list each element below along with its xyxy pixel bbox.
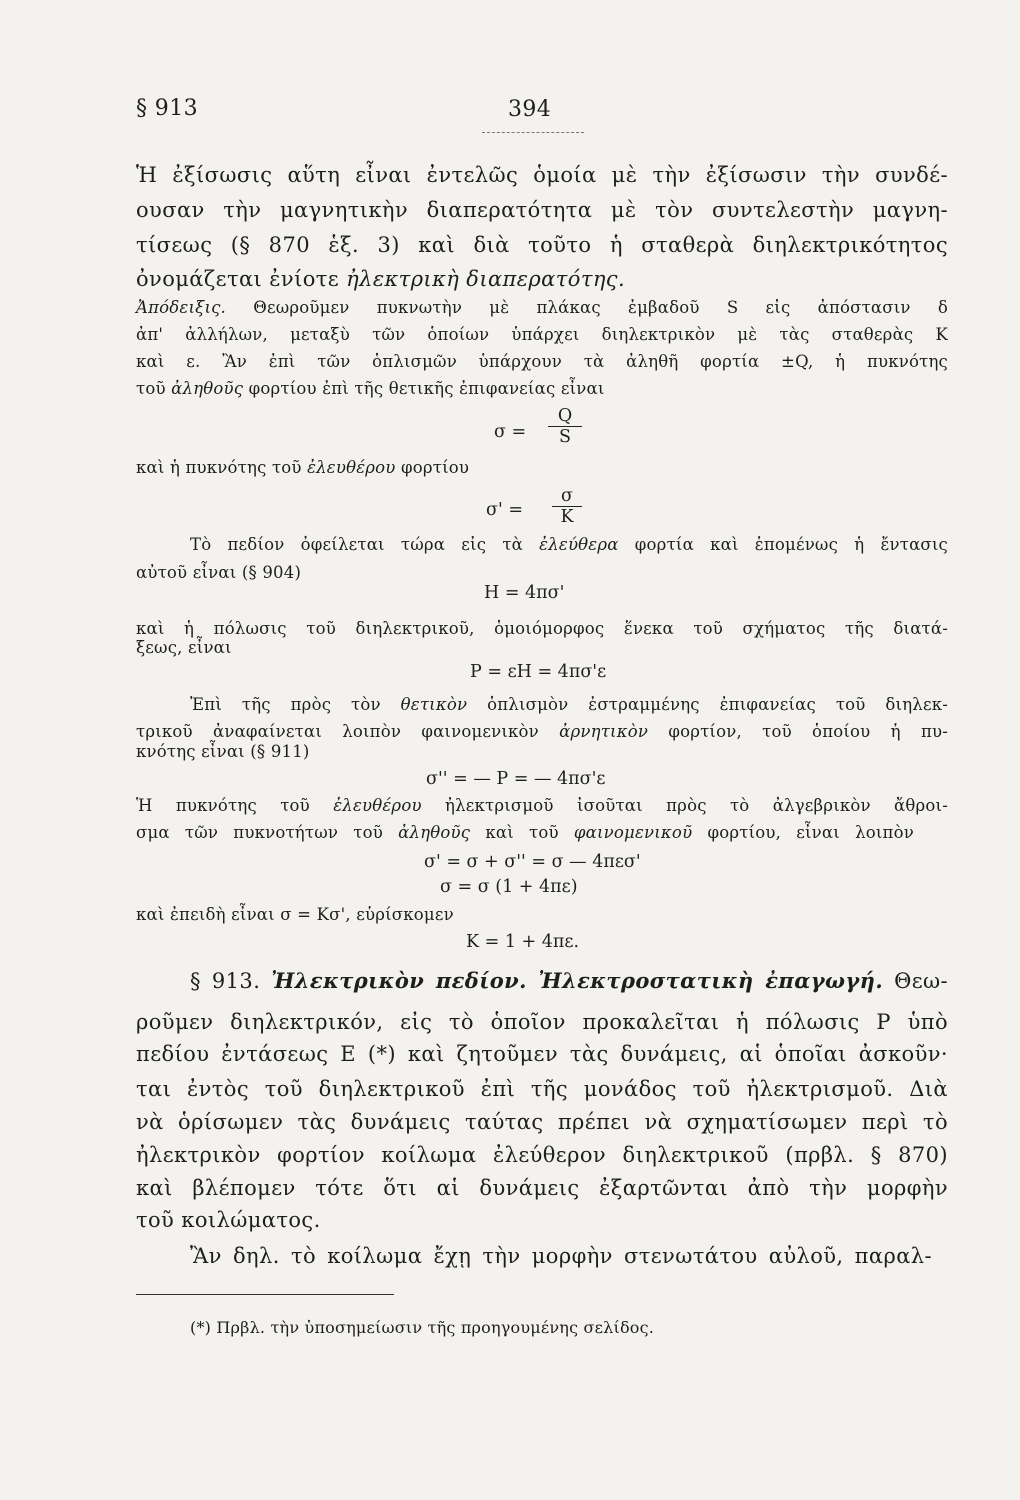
section-line-4: ται ἐντὸς τοῦ διηλεκτρικοῦ ἐπὶ τῆς μονάδος τοῦ ἠλεκτρισμοῦ. Διὰ [136,1077,948,1101]
eq1-numerator: Q [557,406,573,426]
section-line-7: καὶ βλέπομεν τότε ὅτι αἱ δυνάμεις ἐξαρτῶνται ἀπὸ τὴν μορφὴν [136,1176,948,1200]
polar-line-1: καὶ ἡ πόλωσις τοῦ διηλεκτρικοῦ, ὁμοιόμορφος ἕνεκα τοῦ σχήματος τῆς διατά- [136,619,948,638]
eq3: Η = 4πσ' [484,583,565,603]
proof-line-3: καὶ ε. Ἂν ἐπὶ τῶν ὁπλισμῶν ὑπάρχουν τὰ ἀληθῆ φορτία ±Q, ἡ πυκνότης [136,352,948,371]
eq4: Ρ = εΗ = 4πσ'ε [470,662,607,682]
para1-line-4: ὀνομάζεται ἐνίοτε ἠλεκτρικὴ διαπερατότης. [136,267,626,291]
section-number: § 913. [190,969,261,993]
field-line-1: Τὸ πεδίον ὀφείλεται τώρα εἰς τὰ ἐλεύθερα φορτία καὶ ἑπομένως ἡ ἔντασις [190,535,948,554]
para1-line-2: ουσαν τὴν μαγνητικὴν διαπερατότητα μὲ τὸν συντελεστὴν μαγνη- [136,198,948,222]
pos-line-2: τρικοῦ ἀναφαίνεται λοιπὸν φαινομενικὸν ἀρνητικὸν φορτίον, τοῦ ὁποίου ἡ πυ- [136,722,948,741]
eq7: σ = σ (1 + 4πε) [440,877,578,897]
proof-line-4: τοῦ ἀληθοῦς φορτίου ἐπὶ τῆς θετικῆς ἐπιφανείας εἶναι [136,379,605,398]
eq2-lhs: σ' = [486,500,523,520]
section-line-3: πεδίου ἐντάσεως Ε (*) καὶ ζητοῦμεν τὰς δυνάμεις, αἱ ὁποῖαι ἀσκοῦν· [136,1042,948,1066]
eq1-denominator: S [548,426,582,447]
section-heading-line: § 913. Ἠλεκτρικὸν πεδίον. Ἠλεκτροστατικὴ ἐπαγωγή. Θεω- [190,968,948,993]
density-line-1: Ἡ πυκνότης τοῦ ἐλευθέρου ἠλεκτρισμοῦ ἰσοῦται πρὸς τὸ ἀλγεβρικὸν ἄθροι- [136,796,949,815]
page-number: 394 [508,97,552,122]
eq5: σ'' = — Ρ = — 4πσ'ε [426,769,606,789]
eq8: Κ = 1 + 4πε. [466,932,580,952]
next-paragraph-line: Ἂν δηλ. τὸ κοίλωμα ἔχῃ τὴν μορφὴν στενωτάτου αὐλοῦ, παραλ- [190,1244,932,1268]
footnote-rule [136,1294,394,1295]
section-mark: § 913 [136,96,198,121]
proof-line-1: Ἀπόδειξις. Θεωροῦμεν πυκνωτὴν μὲ πλάκας ἐμβαδοῦ S εἰς ἀπόστασιν δ [136,298,948,317]
eq2-fraction [552,486,582,527]
free-charge-line: καὶ ἡ πυκνότης τοῦ ἐλευθέρου φορτίου [136,458,470,477]
section-line-2: ροῦμεν διηλεκτρικόν, εἰς τὸ ὁποῖον προκαλεῖται ἡ πόλωσις Ρ ὑπὸ [136,1010,948,1034]
pos-line-1: Ἐπὶ τῆς πρὸς τὸν θετικὸν ὁπλισμὸν ἐστραμμένης ἐπιφανείας τοῦ διηλεκ- [190,695,948,714]
section-title: Ἠλεκτρικὸν πεδίον. Ἠλεκτροστατικὴ ἐπαγωγή. [271,968,884,993]
page-number-ornament [482,132,584,133]
eq6: σ' = σ + σ'' = σ — 4πεσ' [424,852,641,872]
field-line-2: αὐτοῦ εἶναι (§ 904) [136,563,302,582]
footnote: (*) Πρβλ. τὴν ὑποσημείωσιν τῆς προηγουμένης σελίδος. [190,1318,655,1337]
eq1-fraction [548,406,582,447]
para1-line-1: Ἡ ἐξίσωσις αὕτη εἶναι ἐντελῶς ὁμοία μὲ τὴν ἐξίσωσιν τὴν συνδέ- [136,163,948,187]
density-line-2: σμα τῶν πυκνοτήτων τοῦ ἀληθοῦς καὶ τοῦ φαινομενικοῦ φορτίου, εἶναι λοιπὸν [136,823,914,842]
section-line-6: ἠλεκτρικὸν φορτίον κοίλωμα ἐλεύθερον διηλεκτρικοῦ (πρβλ. § 870) [136,1143,948,1167]
section-line-5: νὰ ὁρίσωμεν τὰς δυνάμεις ταύτας πρέπει νὰ σχηματίσωμεν περὶ τὸ [136,1110,948,1134]
para1-line-3: τίσεως (§ 870 ἑξ. 3) καὶ διὰ τοῦτο ἡ σταθερὰ διηλεκτρικότητος [136,233,948,257]
since-line: καὶ ἐπειδὴ εἶναι σ = Κσ', εὑρίσκομεν [136,905,454,924]
eq2-numerator: σ [561,486,573,506]
proof-line-2: ἀπ' ἀλλήλων, μεταξὺ τῶν ὁποίων ὑπάρχει διηλεκτρικὸν μὲ τὰς σταθερὰς Κ [136,325,948,344]
polar-line-2: ξεως, εἶναι [136,638,232,657]
proof-label: Ἀπόδειξις. [136,298,226,317]
eq2-denominator: Κ [552,506,582,527]
eq1-lhs: σ = [494,422,527,442]
section-line-8: τοῦ κοιλώματος. [136,1208,321,1232]
pos-line-3: κνότης εἶναι (§ 911) [136,742,310,761]
